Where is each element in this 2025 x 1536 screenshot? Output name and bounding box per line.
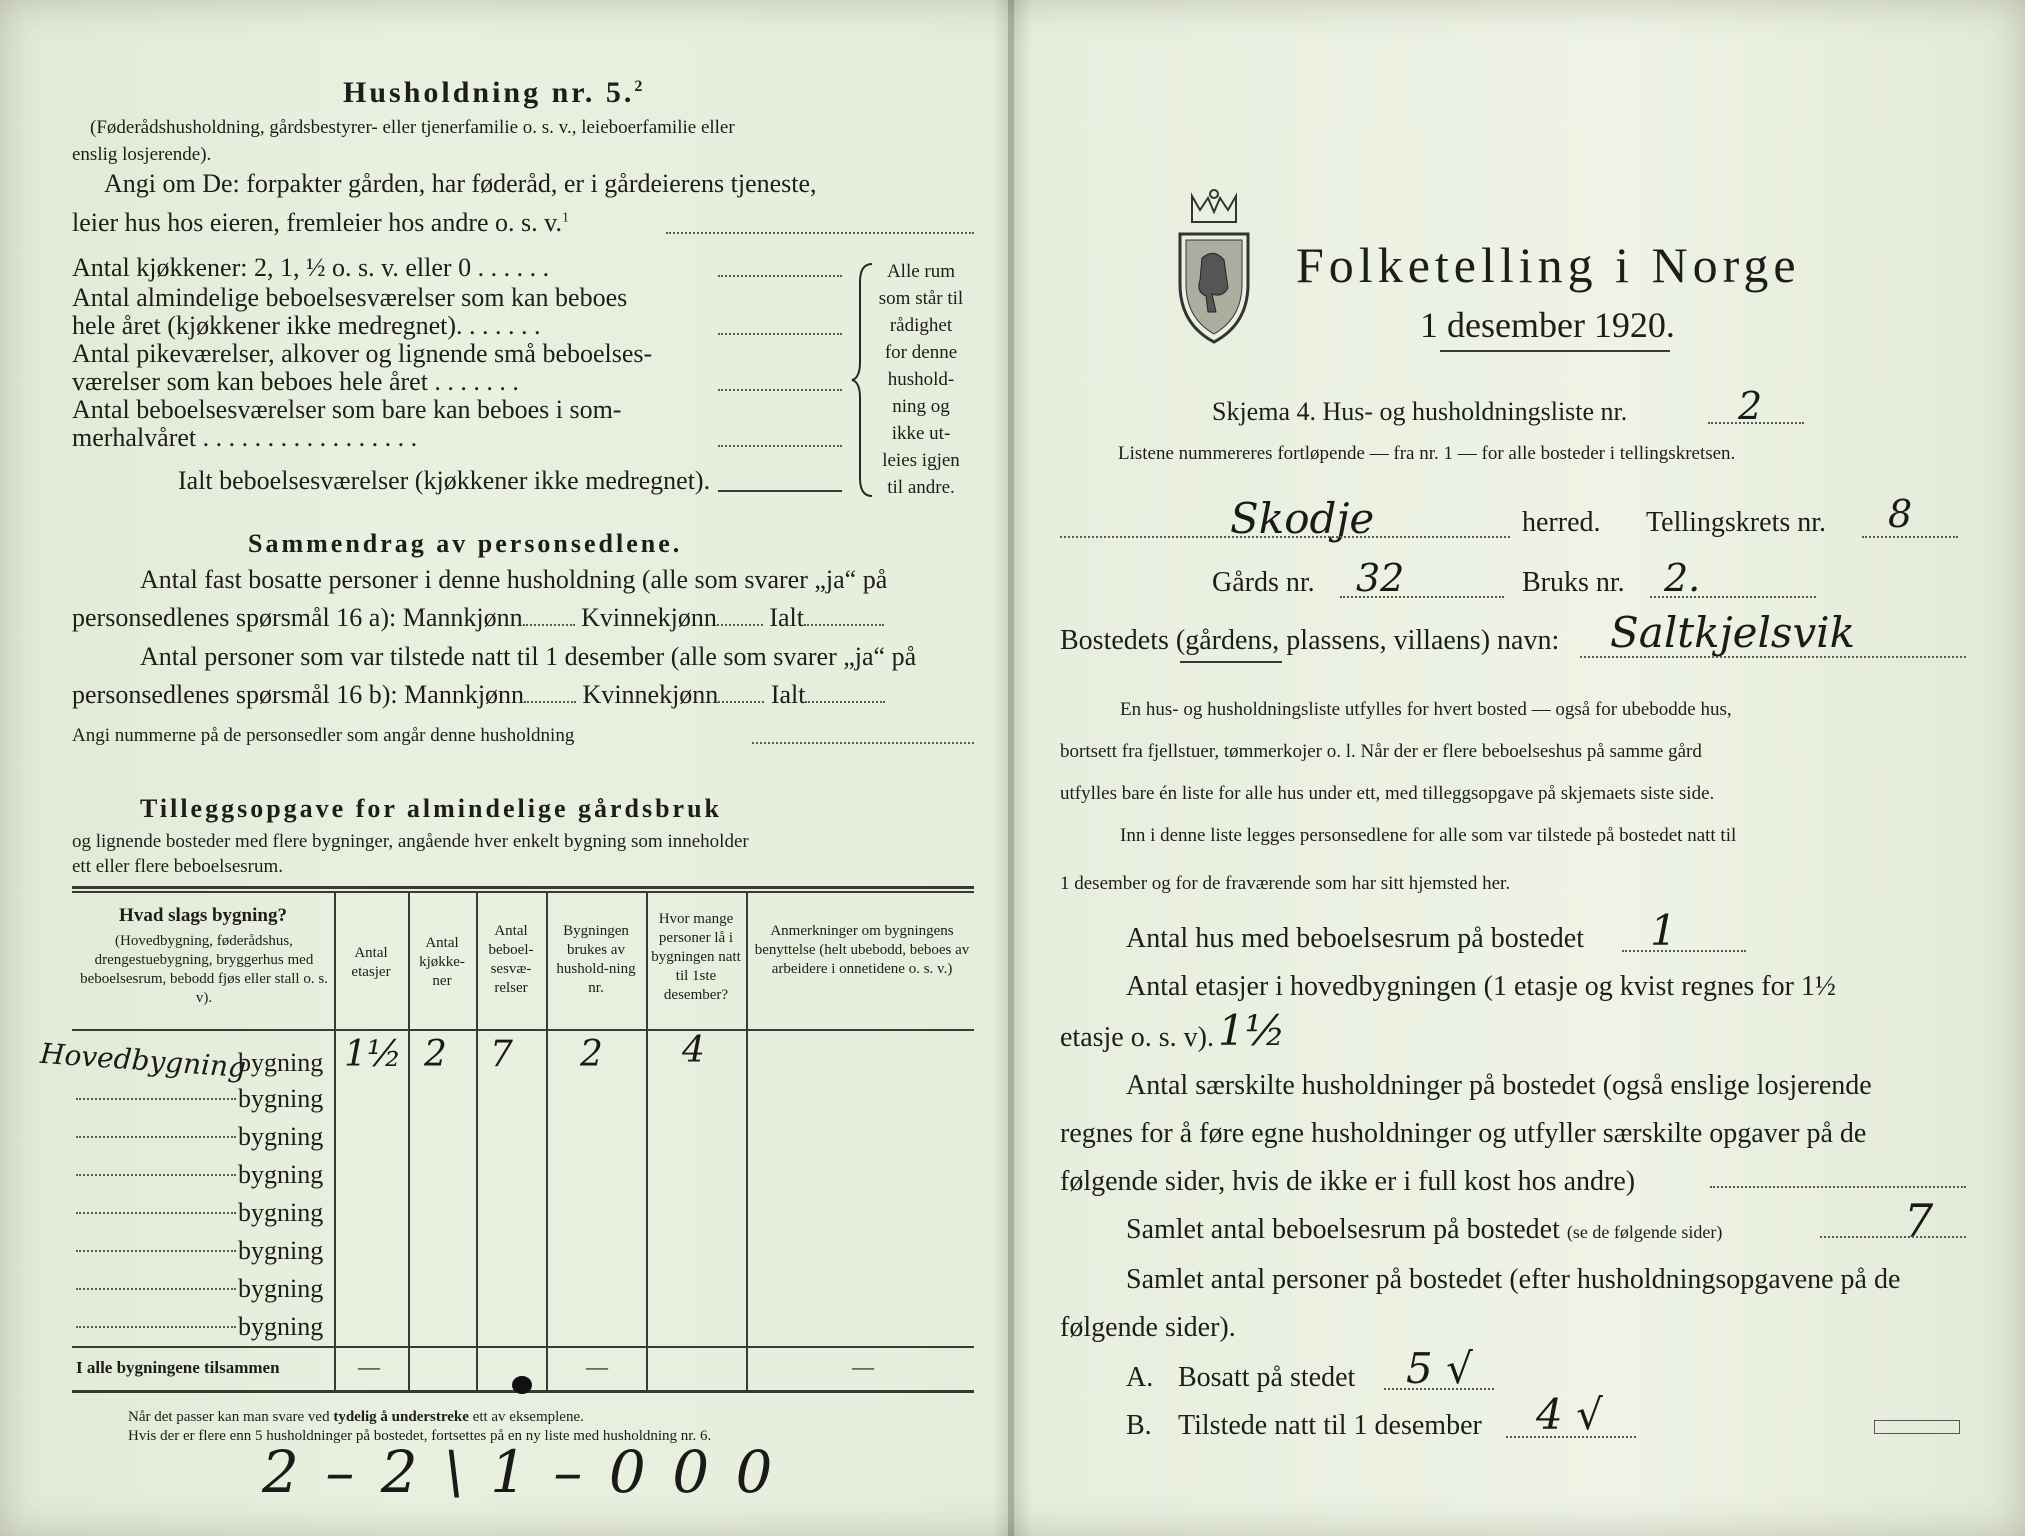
row-suffix: bygning — [238, 1160, 324, 1189]
bosatt-label: Bosatt på stedet — [1178, 1362, 1356, 1393]
supplement-2: ett eller flere beboelsesrum. — [72, 856, 284, 877]
page-title: Folketelling i Norge — [1296, 237, 1801, 293]
summary-2a: Antal personer som var tilstede natt til 1 desember (alle som svarer „ja“ på — [140, 642, 917, 671]
herred-value: Skodje — [1230, 494, 1375, 543]
rooms-1a: Antal almindelige beboelsesværelser som kan beboes — [72, 283, 628, 312]
household-note-2: enslig losjerende). — [72, 144, 212, 165]
angi-nummerne: Angi nummerne på de personsedler som angår denne husholdning — [72, 725, 575, 746]
instruction-2: bortsett fra fjellstuer, tømmerkojer o. l. Når der er flere beboelseshus på samme gård — [1060, 741, 1702, 762]
angi-line-1: Angi om De: forpakter gården, har føderåd, er i gårdeierens tjeneste, — [104, 169, 817, 198]
etasjer-line-1: Antal etasjer i hovedbygningen (1 etasje og kvist regnes for 1½ — [1126, 971, 1836, 1002]
tilstede-letter: B. — [1126, 1410, 1152, 1441]
antal-hus-label: Antal hus med beboelsesrum på bostedet — [1126, 923, 1585, 954]
total-dash: — — [586, 1354, 608, 1379]
row-suffix: bygning — [238, 1122, 324, 1151]
skjema-label: Skjema 4. Hus- og husholdningsliste nr. — [1212, 397, 1628, 426]
summary-1a: Antal fast bosatte personer i denne husholdning (alle som svarer „ja“ på — [140, 565, 888, 594]
gards-value: 32 — [1356, 556, 1405, 600]
rooms-total: Ialt beboelsesværelser (kjøkkener ikke medregnet). — [178, 466, 711, 495]
col-header-vaerelser: Antal beboel-sesvæ-relser — [488, 923, 534, 996]
row1-vaerelser: 7 — [490, 1034, 513, 1075]
footnote-1: Når det passer kan man svare ved tydelig å understreke ett av eksemplene. — [128, 1409, 584, 1425]
bosatt-letter: A. — [1126, 1362, 1154, 1393]
brace-note: Alle rum som står til rådighet for denne hushold- ning og ikke ut- leies igjen til andre. — [878, 261, 964, 498]
household-note-1: (Føderådshusholdning, gårdsbestyrer- eller tjenerfamilie o. s. v., leieboerfamilie eller — [90, 117, 735, 138]
col-header-building: Hvad slags bygning? — [119, 905, 287, 926]
kitchens-label: Antal kjøkkener: 2, 1, ½ o. s. v. eller 0 . . . . . . — [72, 253, 550, 282]
rooms-2a: Antal pikeværelser, alkover og lignende små beboelses- — [72, 339, 653, 368]
row1-husholdning: 2 — [580, 1034, 603, 1075]
listene-note: Listene nummereres fortløpende — fra nr. 1 — for alle bosteder i tellingskretsen. — [1118, 443, 1736, 464]
bottom-handwriting: 2 – 2 \ 1 – 0 0 0 — [262, 1438, 777, 1506]
supplement-1: og lignende bosteder med flere bygninger, angående hver enkelt bygning som inneholder — [72, 831, 749, 852]
col-header-husholdning: Bygningen brukes av hushold-ning nr. — [556, 923, 636, 996]
footnote-2: Hvis der er flere enn 5 husholdninger på bostedet, fortsettes på en ny liste med husholdning nr. 6. — [128, 1428, 712, 1444]
row-suffix: bygning — [238, 1274, 324, 1303]
samlet-rum-value: 7 — [1904, 1194, 1934, 1248]
total-dash: — — [852, 1354, 874, 1379]
instruction-1: En hus- og husholdningsliste utfylles for hvert bosted — også for ubebodde hus, — [1120, 699, 1732, 720]
total-dash: — — [358, 1354, 380, 1379]
bosted-value: Saltkjelsvik — [1610, 608, 1856, 657]
herred-label: herred. — [1522, 507, 1601, 538]
bruks-value: 2. — [1664, 556, 1701, 600]
samlet-personer-line-2: følgende sider). — [1060, 1312, 1236, 1343]
page-date: 1 desember 1920. — [1420, 305, 1675, 345]
rooms-3b: merhalvåret . . . . . . . . . . . . . . . . . — [72, 423, 418, 452]
skjema-number: 2 — [1738, 384, 1763, 428]
col-header-kjokkener: Antal kjøkke-ner — [419, 935, 465, 989]
row1-suffix: bygning — [238, 1048, 324, 1077]
household-title: Husholdning nr. 5.$^2$ — [343, 76, 646, 109]
bostedets-label: Bostedets (gårdens, plassens, villaens) navn: — [1060, 625, 1560, 656]
row1-etasjer: 1½ — [344, 1034, 402, 1075]
tellingskrets-label: Tellingskrets nr. — [1646, 507, 1827, 538]
row-suffix: bygning — [238, 1198, 324, 1227]
instruction-4: Inn i denne liste legges personsedlene for alle som var tilstede på bostedet natt til — [1120, 825, 1737, 846]
row-suffix: bygning — [238, 1236, 324, 1265]
samlet-rum-label: Samlet antal beboelsesrum på bostedet (se de følgende sider) — [1126, 1214, 1723, 1245]
summary-1b: personsedlenes spørsmål 16 a): Mannkjønn Kvinnekjønn Ialt — [72, 603, 884, 633]
samlet-personer-line-1: Samlet antal personer på bostedet (efter husholdningsopgavene på de — [1126, 1264, 1901, 1295]
row1-personer: 4 — [682, 1030, 705, 1071]
row-suffix: bygning — [238, 1084, 324, 1113]
tilstede-value: 4 √ — [1536, 1390, 1603, 1439]
supplement-title: Tilleggsopgave for almindelige gårdsbruk — [140, 794, 723, 823]
antal-hus-value: 1 — [1650, 906, 1677, 955]
col-header-personer: Hvor mange personer lå i bygningen natt til 1ste desember? — [651, 911, 741, 1003]
saerskilte-line-2: regnes for å føre egne husholdninger og utfyller særskilte opgaver på de — [1060, 1118, 1867, 1149]
col-header-anmerkninger: Anmerkninger om bygningens benyttelse (helt ubebodd, beboes av arbeidere i onnetidene o. s. v.) — [754, 923, 970, 977]
saerskilte-line-1: Antal særskilte husholdninger på bostedet (også enslige losjerende — [1126, 1070, 1872, 1101]
instruction-3: utfylles bare én liste for alle hus under ett, med tilleggsopgave på skjemaets siste side. — [1060, 783, 1715, 804]
angi-line-2: leier hus hos eieren, fremleier hos andre o. s. v.$^1$ — [72, 208, 569, 237]
row-suffix: bygning — [238, 1312, 324, 1341]
col-header-etasjer: Antal etasjer — [351, 945, 391, 980]
rooms-3a: Antal beboelsesværelser som bare kan beboes i som- — [72, 395, 622, 424]
tilstede-label: Tilstede natt til 1 desember — [1178, 1410, 1482, 1441]
bruks-label: Bruks nr. — [1522, 567, 1625, 598]
tellingskrets-value: 8 — [1888, 492, 1913, 536]
saerskilte-line-3: følgende sider, hvis de ikke er i full kost hos andre) — [1060, 1166, 1636, 1197]
rooms-2b: værelser som kan beboes hele året . . . . . . . — [72, 367, 519, 396]
instruction-5: 1 desember og for de fraværende som har sitt hjemsted her. — [1060, 873, 1511, 894]
col-header-building-note: (Hovedbygning, føderådshus, drengestuebygning, bryggerhus med beboelsesrum, bebodd fjøs eller stall o. s. v). — [80, 933, 328, 1006]
etasjer-value: 1½ — [1218, 1006, 1286, 1055]
bosatt-value: 5 √ — [1406, 1344, 1473, 1393]
etasjer-line-2: etasje o. s. v). — [1060, 1022, 1214, 1053]
row1-kjokkener: 2 — [424, 1034, 447, 1075]
summary-title: Sammendrag av personsedlene. — [248, 529, 683, 558]
gards-label: Gårds nr. — [1212, 567, 1315, 598]
summary-2b: personsedlenes spørsmål 16 b): Mannkjønn Kvinnekjønn Ialt — [72, 680, 885, 710]
total-row-label: I alle bygningene tilsammen — [76, 1358, 280, 1377]
row1-building-name: Hovedbygning — [39, 1036, 248, 1085]
rooms-1b: hele året (kjøkkener ikke medregnet). . . . . . . — [72, 311, 541, 340]
